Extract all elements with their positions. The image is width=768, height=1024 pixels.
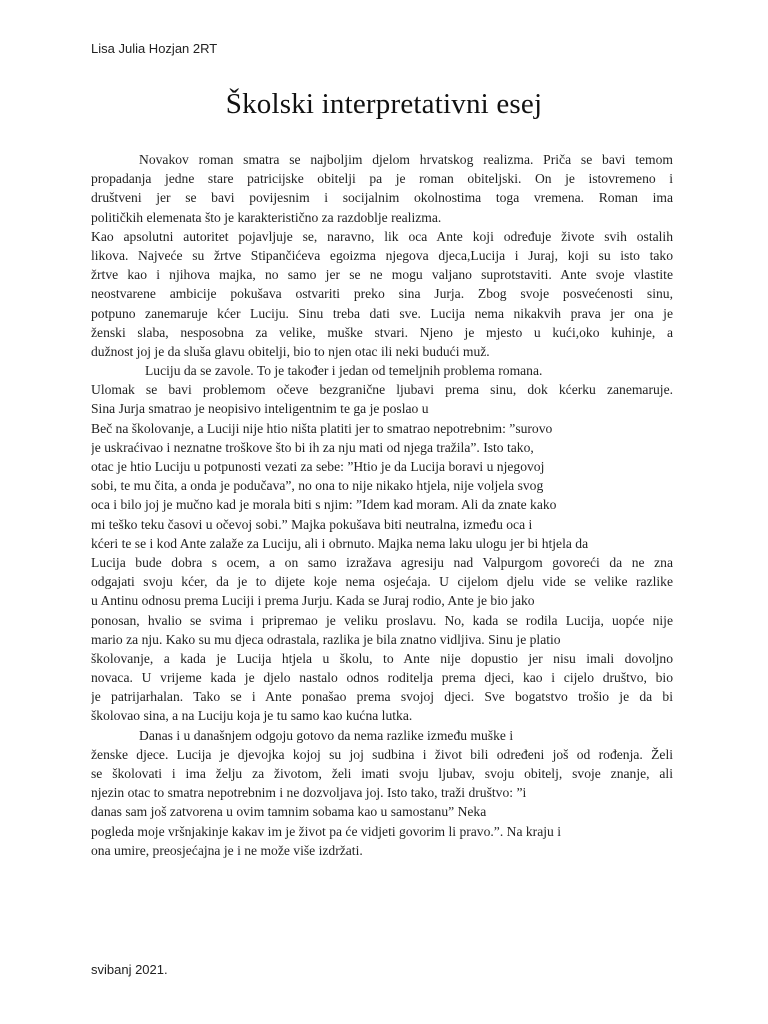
- text-line: ženski slaba, nesposobna za velike, muške stvari. Njeno je mjesto u kući,oko kuhinje, a: [91, 324, 673, 340]
- text-line: njezin otac to smatra nepotrebnim i ne dozvoljava joj. Isto tako, traži društvo: ”i: [91, 785, 527, 801]
- author-header: Lisa Julia Hozjan 2RT: [91, 41, 218, 56]
- essay-body: [91, 150, 673, 860]
- text-line: neostvarene ambicije pokušava ostvariti preko sina Jurja. Zbog svoje posvećenosti sinu,: [91, 286, 673, 302]
- text-line: propadanja jedne stare patricijske obitelji pa je roman obiteljski. On je istovremeno i: [91, 171, 673, 187]
- text-line: Novakov roman smatra se najboljim djelom hrvatskog realizma. Priča se bavi temom: [139, 152, 673, 167]
- text-line: novaca. U vrijeme kada je djelo nastalo odnos roditelja prema djeci, kao i cijelo društvo, bio: [91, 670, 673, 686]
- text-line: likova. Najveće su žrtve Stipančićeva egoizma njegova djeca,Lucija i Juraj, koji su isto tako: [91, 247, 673, 263]
- text-line: pogleda moje vršnjakinje kakav im je život pa će vidjeti govorim li pravo.”. Na kraju i: [91, 823, 561, 839]
- text-line: je uskraćivao i neznatne troškove što bi ih za nju mati od njega tražila”. Isto tako,: [91, 439, 534, 455]
- text-line: dužnost joj je da sluša glavu obitelji, bio to njen otac ili neki budući muž.: [91, 343, 490, 359]
- text-line: danas sam još zatvorena u ovim tamnim sobama kao u samostanu” Neka: [91, 804, 487, 820]
- text-line: ponosan, hvalio se svima i pripremao je veliku proslavu. No, kada se rodila Lucija, uopće nije: [91, 612, 673, 628]
- text-line: otac je htio Luciju u potpunosti vezati za sebe: ”Htio je da Lucija boravi u njegovoj: [91, 459, 545, 474]
- text-line: školovanje, a kada je Lucija htjela u školu, to Ante nije dopustio jer nisu imali dovoljno: [91, 650, 673, 666]
- text-line: Beč na školovanje, a Luciji nije htio ništa platiti jer to smatrao nepotrebnim: ”surovo: [91, 420, 553, 436]
- text-line: kćeri te se i kod Ante zalaže za Luciju, ali i obrnuto. Majka nema laku ulogu jer bi htjela da: [91, 535, 589, 551]
- text-line: u Antinu odnosu prema Luciji i prema Jurju. Kada se Juraj rodio, Ante je bio jako: [91, 593, 535, 609]
- text-line: Lucija bude dobra s ocem, a on samo izražava agresiju nad Valpurgom govoreći da ne zna: [91, 554, 673, 570]
- text-line: Danas i u današnjem odgoju gotovo da nema razlike između muške i: [139, 727, 514, 743]
- date-footer: svibanj 2021.: [91, 962, 168, 977]
- text-line: Ulomak se bavi problemom očeve bezgranične ljubavi prema sinu, dok kćerku zanemaruje.: [91, 382, 673, 398]
- text-line: žrtve kao i njihova majka, no samo jer se ne mogu valjano suprotstaviti. Ante svoje vlastite: [91, 267, 673, 283]
- text-line: društveni jer se bavi povijesnim i socijalnim okolnostima toga vremena. Roman ima: [91, 190, 673, 206]
- text-line: Kao apsolutni autoritet pojavljuje se, naravno, lik oca Ante koji određuje živote svih ostalih: [91, 228, 673, 244]
- text-line: mi teško teku časovi u očevoj sobi.” Majka pokušava biti neutralna, između oca i: [91, 516, 533, 532]
- text-line: se školovati i ima želju za životom, želi imati svoju ljubav, svoju obitelj, svoje znanje, ali: [91, 766, 673, 781]
- text-line: Luciju da se zavole. To je također i jedan od temeljnih problema romana.: [145, 363, 543, 379]
- text-line: oca i bilo joj je mučno kad je morala biti s njim: ”Idem kad moram. Ali da znate kako: [91, 497, 557, 513]
- text-line: potpuno zanemaruje kćer Luciju. Sinu treba dati sve. Lucija nema nikakvih prava jer ona je: [91, 305, 673, 321]
- text-line: ženske djece. Lucija je djevojka kojoj su joj sudbina i život bili određeni još od rođenja. Želi: [91, 746, 673, 762]
- text-line: političkih elemenata što je karakteristično za razdoblje realizma.: [91, 209, 442, 225]
- text-line: Sina Jurja smatrao je neopisivo inteligentnim te ga je poslao u: [91, 401, 429, 417]
- text-line: odgajati svoju kćer, da je to dijete koje nema osjećaja. U cijelom djelu vide se velike razlike: [91, 574, 673, 590]
- text-line: ona umire, preosjećajna je i ne može više izdržati.: [91, 842, 363, 858]
- essay-title: Školski interpretativni esej: [225, 88, 543, 120]
- text-line: sobi, te mu čita, a onda je podučava”, no ona to nije nikako htjela, nije voljela svog: [91, 478, 544, 494]
- text-line: je patrijarhalan. Tako se i Ante ponašao prema svojoj djeci. Sve bogatstvo trošio je da bi: [91, 689, 673, 705]
- text-line: mario za nju. Kako su mu djeca odrastala, razlika je bila znatno vidljiva. Sinu je platio: [91, 631, 561, 647]
- text-line: školovao sina, a na Luciju koja je tu samo kao kućna lutka.: [91, 708, 413, 724]
